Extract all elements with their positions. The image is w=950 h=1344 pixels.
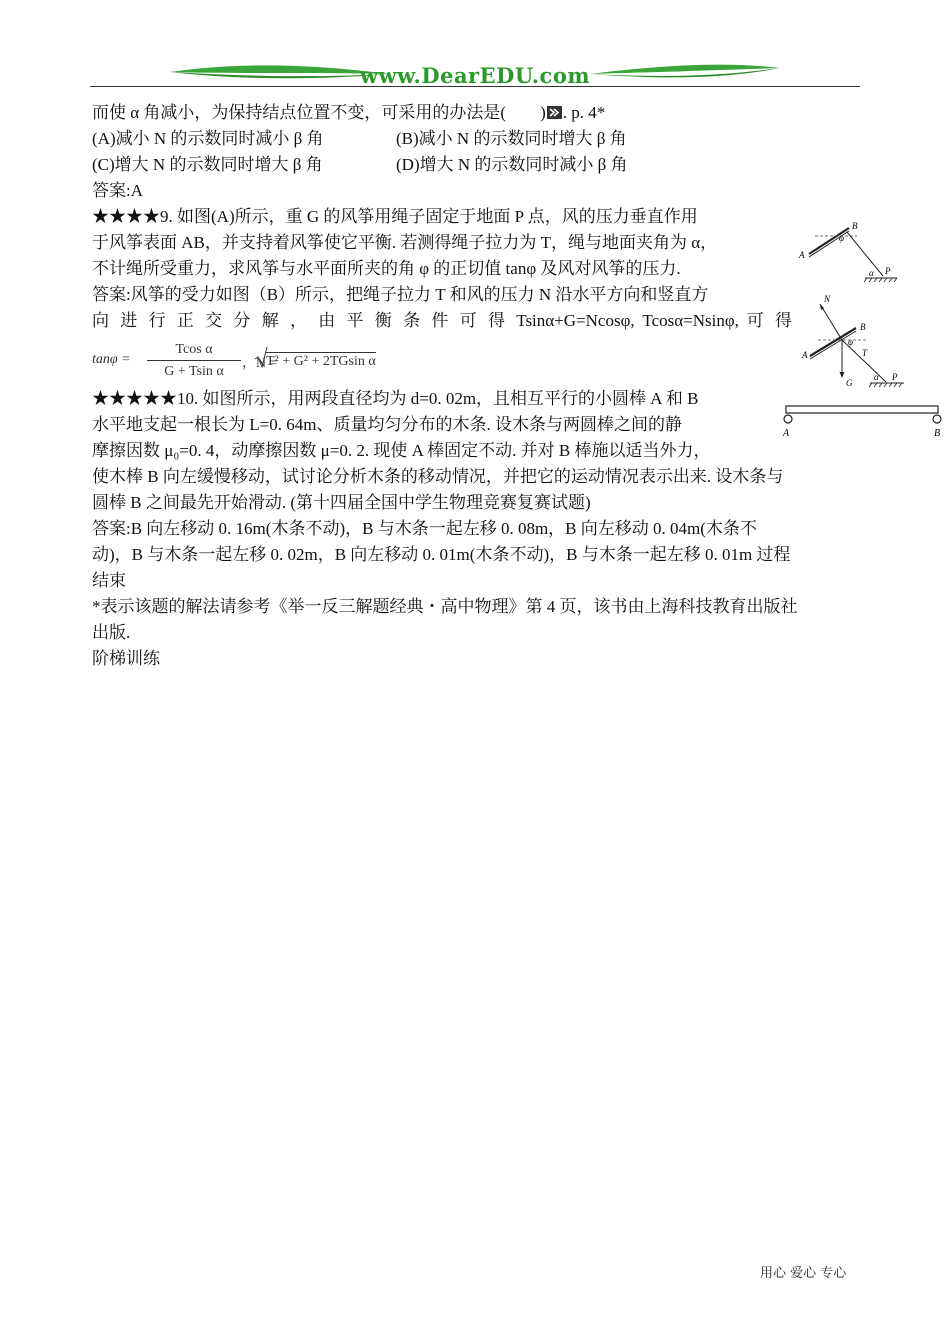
formula-denominator: G + Tsin α: [164, 364, 224, 379]
fig-b-label-b: B: [860, 322, 866, 332]
force-n-vector: [820, 304, 842, 340]
question-10-line-4: 使木棒 B 向左缓慢移动，试讨论分析木条的移动情况，并把它的运动情况表示出来. 设木条与: [92, 467, 784, 486]
force-g-arrowhead: [840, 372, 845, 378]
question-10-line-1: ★★★★★10. 如图所示，用两段直径均为 d=0. 02m，且相互平行的小圆棒 A 和 B: [92, 389, 699, 408]
page-footer: 用心 爱心 专心: [760, 1266, 847, 1281]
formula-radicand: T² + G² + 2TGsin α: [266, 354, 376, 369]
ground-hatch: [869, 383, 902, 387]
option-a: (A)减小 N 的示数同时减小 β 角: [92, 129, 324, 148]
formula-numerator: Tcos α: [147, 340, 241, 361]
question-10-line-5: 圆棒 B 之间最先开始滑动. (第十四届全国中学生物理竞赛复赛试题): [92, 493, 591, 512]
formula-fraction: [147, 340, 241, 381]
fig-a-label-a: A: [799, 250, 805, 260]
wooden-plank: [786, 406, 938, 413]
formula-lhs: tanφ =: [92, 352, 131, 367]
fig-b-label-g: G: [846, 378, 853, 388]
fig-a-label-alpha: α: [869, 268, 874, 278]
fig-a-label-phi: φ: [839, 233, 844, 243]
answer-10-line-2: 动)，B 与木条一起左移 0. 02m，B 向左移动 0. 01m(木条不动)，B 与木条一起左移 0. 01m 过程: [92, 545, 791, 564]
plank-rods-figure: [778, 400, 948, 440]
question-8-text: 而使 α 角减小，为保持结点位置不变，可采用的办法是( ): [92, 103, 546, 122]
option-d: (D)增大 N 的示数同时减小 β 角: [396, 155, 628, 174]
question-8-stem: [92, 100, 605, 126]
rod-a: [784, 415, 792, 423]
kite-figure-b: [800, 290, 910, 392]
question-9-line-2: 于风筝表面 AB，并支持着风筝使它平衡. 若测得绳子拉力为 T，绳与地面夹角为 α，: [92, 233, 718, 252]
section-title-step-training: 阶梯训练: [92, 649, 160, 668]
fig-b-label-phi: φ: [848, 337, 853, 347]
fig-a-label-p: P: [885, 266, 891, 276]
fig-c-label-b: B: [934, 428, 941, 439]
formula-rhs: ，N =: [242, 356, 278, 371]
question-9-line-1: ★★★★9. 如图(A)所示，重 G 的风筝用绳子固定于地面 P 点，风的压力垂直作用: [92, 207, 698, 226]
footnote-line-1: *表示该题的解法请参考《举一反三解题经典・高中物理》第 4 页，该书由上海科技教育出版社: [92, 597, 798, 616]
kite-rope: [847, 232, 883, 276]
options-row-2: [92, 152, 628, 178]
fig-b-label-alpha: α: [874, 372, 879, 382]
question-10-line-3: 摩擦因数 μ₀=0. 4，动摩擦因数 μ=0. 2. 现使 A 棒固定不动. 并对 B 棒施以适当外力，: [92, 441, 711, 460]
page-reference: . p. 4*: [562, 103, 606, 122]
fig-b-label-p: P: [892, 372, 898, 382]
header-rule: [90, 86, 860, 87]
fig-b-label-n: N: [824, 294, 831, 304]
option-b: (B)减小 N 的示数同时增大 β 角: [396, 129, 627, 148]
site-logo-text: www.DearEDU.com: [359, 63, 591, 88]
footnote-line-2: 出版.: [92, 623, 131, 642]
fig-b-label-a: A: [802, 350, 808, 360]
answer-9-line-1: 答案:风筝的受力如图（B）所示，把绳子拉力 T 和风的压力 N 沿水平方向和竖直方: [92, 285, 709, 304]
options-row-1: [92, 126, 627, 152]
question-9-line-3: 不计绳所受重力，求风筝与水平面所夹的角 φ 的正切值 tanφ 及风对风筝的压力.: [92, 259, 681, 278]
link-arrow-icon[interactable]: [547, 106, 562, 119]
answer-8: 答案:A: [92, 181, 143, 200]
question-10-line-2: 水平地支起一根长为 L=0. 64m、质量均匀分布的木条. 设木条与两圆棒之间的静: [92, 415, 682, 434]
answer-10-line-3: 结束: [92, 571, 126, 590]
option-c: (C)增大 N 的示数同时增大 β 角: [92, 155, 323, 174]
rod-b: [933, 415, 941, 423]
page-header: [90, 58, 860, 94]
kite-figure-a: [795, 218, 905, 286]
answer-10-line-1: 答案:B 向左移动 0. 16m(木条不动)，B 与木条一起左移 0. 08m，B 向左移动 0. 04m(木条不: [92, 519, 757, 538]
fig-b-label-t: T: [862, 348, 868, 358]
fig-a-label-b: B: [852, 221, 858, 231]
answer-9-line-2: 向 进 行 正 交 分 解 ， 由 平 衡 条 件 可 得 Tsinα+G=Ncosφ, Tcosα=Nsinφ, 可 得: [92, 311, 792, 330]
fig-c-label-a: A: [783, 428, 790, 439]
ground-hatch: [864, 278, 897, 282]
